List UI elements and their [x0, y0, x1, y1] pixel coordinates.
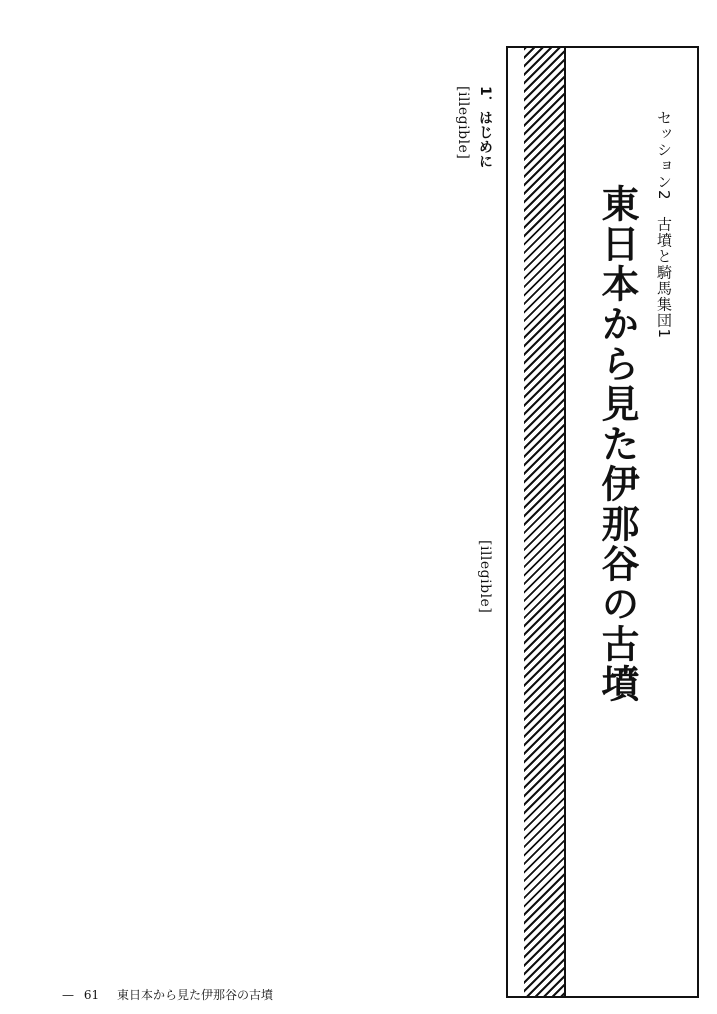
page-number: 61	[83, 988, 100, 1002]
upper-paragraphs	[452, 86, 474, 506]
body-paragraph: [illegible]	[455, 86, 471, 160]
session-label: セッション2 古墳と騎馬集団1	[655, 110, 673, 340]
section-heading: 1．はじめに	[477, 86, 493, 169]
footer-dash: —	[62, 988, 74, 1002]
title-panel	[564, 48, 697, 996]
running-title: 東日本から見た伊那谷の古墳	[116, 988, 273, 1002]
body-paragraph: [illegible]	[477, 540, 493, 614]
lower-paragraphs	[474, 540, 496, 972]
body-lower	[70, 540, 496, 972]
decorative-stripes	[524, 48, 564, 996]
body-upper	[70, 86, 496, 506]
title-box	[506, 46, 699, 998]
page-title: 東日本から見た伊那谷の古墳	[595, 184, 639, 704]
page-footer	[62, 986, 273, 1003]
